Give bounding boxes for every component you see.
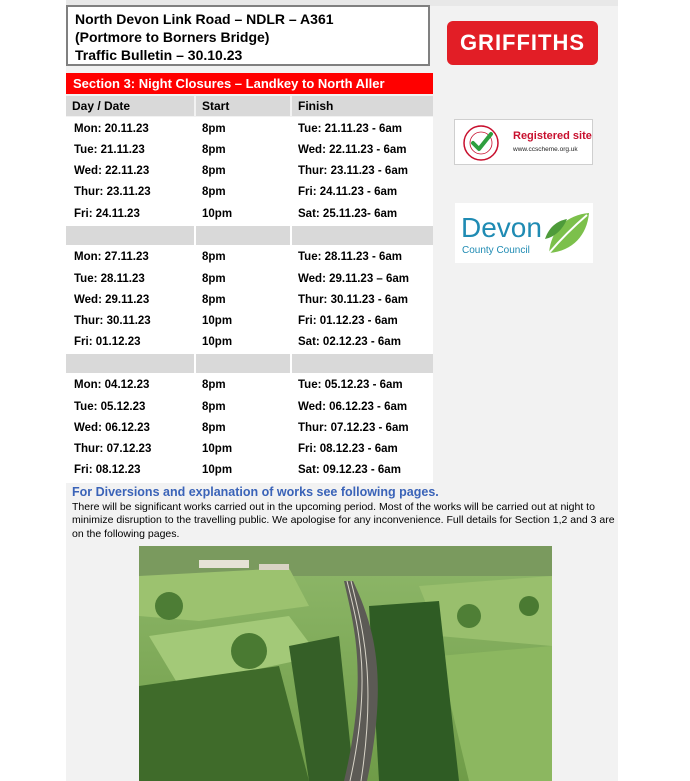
table-row bbox=[66, 397, 433, 418]
finish-cell: Wed: 29.11.23 – 6am bbox=[298, 273, 410, 285]
finish-cell: Sat: 09.12.23 - 6am bbox=[298, 464, 401, 476]
devon-logo-word: Devon bbox=[461, 212, 542, 243]
title-line-3: Traffic Bulletin – 30.10.23 bbox=[75, 47, 243, 63]
considerate-constructors-logo bbox=[454, 119, 593, 165]
title-line-1: North Devon Link Road – NDLR – A361 bbox=[75, 11, 334, 27]
finish-cell: Fri: 01.12.23 - 6am bbox=[298, 315, 398, 327]
day-date-cell: Thur: 07.12.23 bbox=[74, 443, 152, 455]
finish-cell: Tue: 05.12.23 - 6am bbox=[298, 379, 403, 391]
finish-cell: Wed: 22.11.23 - 6am bbox=[298, 144, 407, 156]
table-row bbox=[66, 182, 433, 203]
ccs-registered-site: Registered site bbox=[513, 130, 592, 142]
devon-county-council-logo bbox=[455, 203, 593, 263]
table-row bbox=[66, 119, 433, 140]
table-row bbox=[66, 161, 433, 182]
day-date-cell: Thur: 30.11.23 bbox=[74, 315, 151, 327]
start-cell: 8pm bbox=[202, 401, 226, 413]
day-date-cell: Mon: 04.12.23 bbox=[74, 379, 150, 391]
aerial-photo-illustration bbox=[139, 546, 552, 781]
finish-cell: Wed: 06.12.23 - 6am bbox=[298, 401, 408, 413]
finish-cell: Thur: 23.11.23 - 6am bbox=[298, 165, 408, 177]
column-header-finish: Finish bbox=[292, 96, 433, 116]
start-cell: 8pm bbox=[202, 123, 226, 135]
works-description: There will be significant works carried out in the upcoming period. Most of the works will be carried out at night to minimize disruption to the travelling public. We apologise for any inconvenience. Full details for Section 1,2 and 3 are on the following pages. bbox=[72, 501, 615, 540]
finish-cell: Thur: 30.11.23 - 6am bbox=[298, 294, 408, 306]
day-date-cell: Wed: 22.11.23 bbox=[74, 165, 150, 177]
start-cell: 8pm bbox=[202, 186, 226, 198]
day-date-cell: Mon: 20.11.23 bbox=[74, 123, 149, 135]
finish-cell: Fri: 24.11.23 - 6am bbox=[298, 186, 398, 198]
day-date-cell: Tue: 05.12.23 bbox=[74, 401, 146, 413]
start-cell: 10pm bbox=[202, 336, 233, 348]
finish-cell: Tue: 28.11.23 - 6am bbox=[298, 251, 402, 263]
start-cell: 8pm bbox=[202, 165, 226, 177]
table-row bbox=[66, 311, 433, 332]
start-cell: 10pm bbox=[202, 443, 233, 455]
finish-cell: Thur: 07.12.23 - 6am bbox=[298, 422, 409, 434]
day-date-cell: Mon: 27.11.23 bbox=[74, 251, 149, 263]
day-date-cell: Wed: 06.12.23 bbox=[74, 422, 150, 434]
day-date-cell: Thur: 23.11.23 bbox=[74, 186, 151, 198]
start-cell: 10pm bbox=[202, 208, 233, 220]
table-row bbox=[66, 375, 433, 396]
day-date-cell: Tue: 28.11.23 bbox=[74, 273, 145, 285]
start-cell: 10pm bbox=[202, 464, 233, 476]
finish-cell: Tue: 21.11.23 - 6am bbox=[298, 123, 402, 135]
table-row bbox=[66, 290, 433, 311]
finish-cell: Sat: 02.12.23 - 6am bbox=[298, 336, 401, 348]
day-date-cell: Wed: 29.11.23 bbox=[74, 294, 150, 306]
table-row bbox=[66, 439, 433, 460]
griffiths-logo-text: GRIFFITHS bbox=[459, 30, 586, 55]
column-header-start: Start bbox=[196, 96, 290, 116]
column-header-day-date: Day / Date bbox=[66, 96, 194, 116]
table-row bbox=[66, 418, 433, 439]
day-date-cell: Fri: 01.12.23 bbox=[74, 336, 141, 348]
day-date-cell: Fri: 24.11.23 bbox=[74, 208, 140, 220]
start-cell: 8pm bbox=[202, 251, 226, 263]
devon-logo-subtitle: County Council bbox=[462, 245, 530, 256]
section-3-header: Section 3: Night Closures – Landkey to North Aller bbox=[66, 73, 433, 94]
ccs-url: www.ccscheme.org.uk bbox=[513, 146, 578, 153]
start-cell: 10pm bbox=[202, 315, 233, 327]
table-row bbox=[66, 460, 433, 481]
finish-cell: Sat: 25.11.23- 6am bbox=[298, 208, 398, 220]
aerial-road-photo bbox=[139, 546, 552, 781]
griffiths-logo bbox=[447, 21, 598, 65]
table-row bbox=[66, 247, 433, 268]
day-date-cell: Fri: 08.12.23 bbox=[74, 464, 141, 476]
leaf-icon bbox=[543, 209, 593, 259]
table-row bbox=[66, 204, 433, 225]
diversions-heading: For Diversions and explanation of works see following pages. bbox=[72, 485, 439, 499]
title-line-2: (Portmore to Borners Bridge) bbox=[75, 29, 270, 45]
start-cell: 8pm bbox=[202, 273, 226, 285]
start-cell: 8pm bbox=[202, 379, 226, 391]
group-separator bbox=[66, 354, 433, 373]
ccs-check-icon bbox=[455, 120, 511, 166]
day-date-cell: Tue: 21.11.23 bbox=[74, 144, 145, 156]
start-cell: 8pm bbox=[202, 294, 226, 306]
start-cell: 8pm bbox=[202, 422, 226, 434]
table-row bbox=[66, 269, 433, 290]
start-cell: 8pm bbox=[202, 144, 226, 156]
finish-cell: Fri: 08.12.23 - 6am bbox=[298, 443, 398, 455]
group-separator bbox=[66, 226, 433, 245]
table-row bbox=[66, 332, 433, 353]
bulletin-title-box bbox=[66, 5, 430, 66]
table-row bbox=[66, 140, 433, 161]
